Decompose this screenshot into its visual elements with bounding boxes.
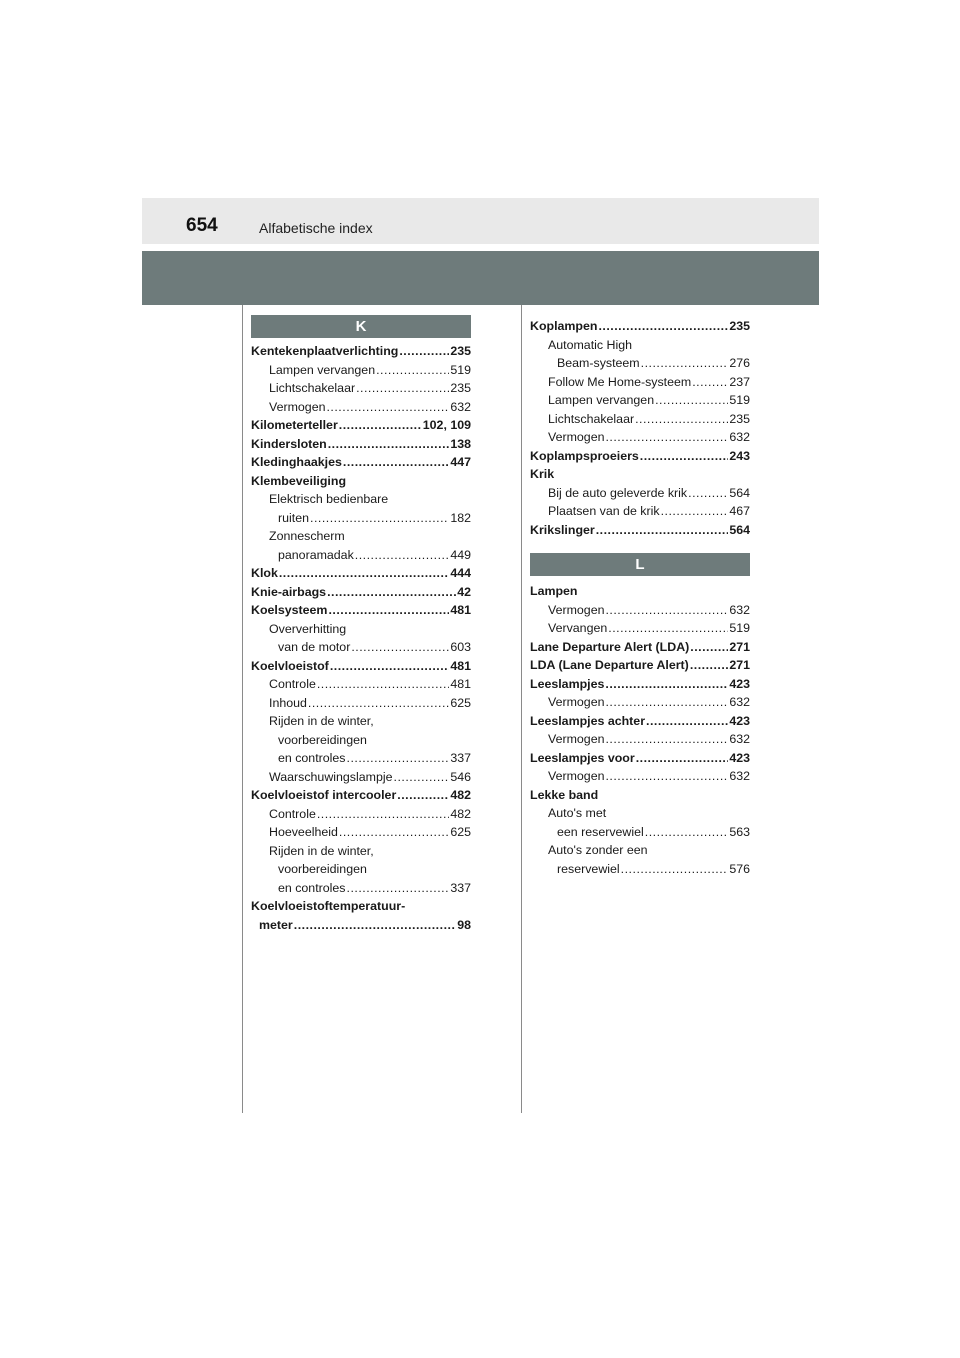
index-entry-page: 138 [450, 436, 471, 451]
dot-leader [317, 675, 449, 694]
index-entry-page: 632 [450, 399, 471, 414]
dot-leader [646, 712, 728, 731]
index-entry-label: Koelvloeistof [251, 658, 329, 673]
index-entry-page: 42 [457, 584, 471, 599]
index-entry-label: Kentekenplaatverlichting [251, 344, 399, 358]
index-entry-page: 444 [450, 566, 471, 580]
dot-leader [690, 638, 728, 657]
index-entry [530, 656, 750, 675]
index-entry-label: Hoeveelheid [269, 825, 338, 839]
index-entry-label: Vermogen [548, 602, 605, 617]
index-entry-label: Lane Departure Alert (LDA) [530, 639, 690, 654]
index-entry-page: 235 [450, 381, 471, 395]
index-entry-label: Lampen vervangen [269, 362, 376, 377]
index-entry-page: 235 [729, 319, 750, 333]
index-entry-label: Controle [269, 677, 316, 691]
section-title: Alfabetische index [259, 220, 373, 236]
index-heading: Krik [530, 467, 555, 481]
dot-leader [605, 767, 728, 786]
index-entry [530, 749, 750, 768]
index-entry-page: 182 [450, 510, 471, 525]
index-entry-label: ruiten [278, 510, 309, 525]
letter-heading-l: L [530, 553, 750, 576]
index-entry-page: 102, 109 [422, 418, 471, 432]
letter-heading-k: K [251, 315, 471, 338]
index-entry [530, 484, 750, 503]
index-entry [530, 638, 750, 657]
index-entry [530, 767, 750, 786]
index-entry-page: 519 [729, 393, 750, 407]
index-entry [530, 860, 750, 879]
index-entry-page: 467 [729, 504, 750, 518]
index-entry-label: Leeslampjes [530, 676, 605, 691]
index-entry [251, 916, 471, 935]
index-entry [530, 601, 750, 620]
index-entry-page: 632 [729, 430, 750, 444]
index-entry [530, 619, 750, 638]
index-heading: Klembeveiliging [251, 473, 347, 488]
index-entry-label: Kilometerteller [251, 418, 338, 432]
dot-leader [351, 638, 449, 657]
index-entry-page: 271 [729, 658, 750, 672]
index-entry-label: Lampen vervangen [548, 393, 655, 407]
dot-leader [339, 823, 449, 842]
dot-leader [605, 428, 728, 447]
index-entry-page: 632 [729, 732, 750, 746]
index-entry-page: 271 [729, 639, 750, 654]
index-entry [251, 583, 471, 602]
index-subline: voorbereidingen [278, 862, 367, 876]
index-subline: Rijden in de winter, [269, 843, 374, 858]
dot-leader [394, 768, 450, 787]
index-entry-label: Koelvloeistof intercooler [251, 788, 397, 802]
index-entry-label: Beam-systeem [557, 356, 640, 370]
index-entry [251, 564, 471, 583]
index-entry [251, 749, 471, 768]
index-subline: Auto's met [548, 806, 607, 820]
index-entry-label: LDA (Lane Departure Alert) [530, 658, 689, 672]
index-entry [530, 693, 750, 712]
index-entry-page: 449 [450, 547, 471, 562]
index-entry-label: Lichtschakelaar [548, 411, 635, 426]
index-entry-page: 632 [729, 695, 750, 709]
index-entry-page: 447 [450, 455, 471, 469]
index-entry [530, 502, 750, 521]
dot-leader [327, 583, 456, 602]
index-subline: Auto's zonder een [548, 843, 648, 857]
index-entry-page: 423 [729, 750, 750, 765]
index-entry [251, 768, 471, 787]
index-entry-page: 563 [729, 824, 750, 839]
dot-leader [355, 546, 450, 565]
index-entry-label: Leeslampjes voor [530, 750, 635, 765]
header-band [142, 198, 819, 244]
index-entry-page: 576 [729, 861, 750, 876]
index-entry-page: 625 [450, 695, 471, 710]
index-entry-page: 423 [729, 713, 750, 728]
dot-leader [328, 601, 449, 620]
index-subline: Oververhitting [269, 621, 347, 636]
dot-leader [328, 435, 450, 454]
index-entry-page: 98 [457, 917, 471, 932]
index-entry-label: Vermogen [269, 399, 326, 414]
dot-leader [621, 860, 729, 879]
index-subline: Elektrisch bedienbare [269, 492, 389, 506]
index-entry-label: Leeslampjes achter [530, 713, 646, 728]
index-entry-page: 423 [729, 676, 750, 691]
index-entry-label: en controles [278, 880, 346, 895]
index-entry [251, 435, 471, 454]
index-entry-page: 235 [729, 411, 750, 426]
index-entry-label: Follow Me Home-systeem [548, 374, 692, 389]
index-entry [251, 786, 471, 805]
column-divider-right [521, 305, 522, 1113]
index-entry-label: Koplampsproeiers [530, 448, 639, 463]
column-divider-left [242, 305, 243, 1113]
index-entry-label: meter [259, 917, 293, 932]
index-entry-label: Lichtschakelaar [269, 381, 356, 395]
index-entry [251, 823, 471, 842]
dot-leader [347, 879, 450, 898]
dot-leader [343, 453, 449, 472]
index-entry [530, 447, 750, 466]
index-heading: Lampen [530, 584, 578, 598]
index-entry [251, 694, 471, 713]
index-entry-page: 482 [450, 806, 471, 821]
dot-leader [636, 749, 729, 768]
index-entry-label: Koelsysteem [251, 603, 328, 617]
index-entry [251, 398, 471, 417]
dot-leader [605, 693, 728, 712]
dot-leader [294, 916, 456, 935]
index-subline: voorbereidingen [278, 732, 367, 747]
index-entry [530, 823, 750, 842]
index-entry [251, 638, 471, 657]
index-list-l [530, 582, 750, 878]
header-dark-band [142, 251, 819, 305]
dot-leader [608, 619, 728, 638]
dot-leader [688, 484, 728, 503]
dot-leader [347, 749, 450, 768]
index-entry-label: panoramadak [278, 547, 354, 562]
index-entry-label: Kindersloten [251, 436, 327, 451]
dot-leader [317, 805, 449, 824]
dot-leader [399, 342, 449, 361]
index-column-right [530, 317, 750, 878]
index-entry-label: Klok [251, 566, 278, 580]
index-entry [530, 675, 750, 694]
dot-leader [596, 521, 729, 540]
index-entry-page: 243 [729, 448, 750, 463]
dot-leader [635, 410, 728, 429]
index-entry-page: 603 [450, 640, 471, 654]
dot-leader [330, 657, 450, 676]
index-entry [530, 730, 750, 749]
index-entry-label: reservewiel [557, 861, 620, 876]
index-entry [251, 805, 471, 824]
index-entry [530, 410, 750, 429]
index-entry-label: Vermogen [548, 430, 605, 444]
index-entry [251, 453, 471, 472]
index-entry-page: 337 [450, 751, 471, 765]
index-entry-page: 237 [729, 374, 750, 389]
index-entry-page: 625 [450, 825, 471, 839]
index-entry [251, 509, 471, 528]
index-entry-page: 481 [450, 658, 471, 673]
dot-leader [641, 354, 729, 373]
index-entry [251, 601, 471, 620]
index-entry [530, 521, 750, 540]
index-entry [251, 361, 471, 380]
dot-leader [308, 694, 449, 713]
dot-leader [598, 317, 728, 336]
index-entry [530, 317, 750, 336]
index-entry-label: een reservewiel [557, 824, 644, 839]
index-entry [251, 342, 471, 361]
index-entry [530, 391, 750, 410]
dot-leader [640, 447, 729, 466]
index-entry-page: 481 [450, 677, 471, 691]
index-entry-label: Bij de auto geleverde krik [548, 485, 688, 500]
index-entry [530, 428, 750, 447]
index-entry [251, 379, 471, 398]
index-entry-label: Koplampen [530, 319, 598, 333]
dot-leader [645, 823, 729, 842]
index-entry-label: Plaatsen van de krik [548, 504, 660, 518]
dot-leader [339, 416, 422, 435]
index-entry-page: 519 [450, 362, 471, 377]
dot-leader [397, 786, 449, 805]
index-heading: Lekke band [530, 787, 599, 802]
index-entry [251, 657, 471, 676]
index-entry-page: 235 [450, 344, 471, 358]
index-list-k [251, 342, 471, 934]
index-entry-label: en controles [278, 751, 346, 765]
index-entry-label: Vermogen [548, 695, 605, 709]
index-entry-label: Waarschuwingslampje [269, 769, 393, 784]
index-entry [251, 416, 471, 435]
index-entry-label: Vermogen [548, 732, 605, 746]
dot-leader [326, 398, 449, 417]
index-entry-page: 564 [729, 522, 750, 537]
index-entry-page: 482 [450, 788, 471, 802]
dot-leader [605, 675, 728, 694]
index-entry-page: 546 [450, 769, 471, 784]
index-subline: Automatic High [548, 337, 633, 352]
index-entry-page: 337 [450, 880, 471, 895]
index-entry [251, 675, 471, 694]
index-entry [251, 546, 471, 565]
index-entry-page: 519 [729, 621, 750, 635]
index-heading: Koelvloeistoftemperatuur- [251, 899, 406, 913]
dot-leader [655, 391, 728, 410]
dot-leader [661, 502, 729, 521]
dot-leader [376, 361, 449, 380]
index-entry-label: Vermogen [548, 769, 605, 783]
index-subline: Zonnescherm [269, 529, 345, 543]
index-entry-label: Knie-airbags [251, 584, 327, 599]
index-entry-label: Inhoud [269, 695, 307, 710]
dot-leader [356, 379, 449, 398]
dot-leader [692, 373, 728, 392]
index-entry-page: 632 [729, 769, 750, 783]
dot-leader [279, 564, 449, 583]
index-subline: Rijden in de winter, [269, 714, 374, 728]
index-entry-page: 564 [729, 485, 750, 500]
index-entry [530, 373, 750, 392]
page-number: 654 [186, 215, 218, 236]
index-entry [530, 354, 750, 373]
index-entry-page: 276 [729, 356, 750, 370]
index-entry-label: Vervangen [548, 621, 608, 635]
dot-leader [605, 730, 728, 749]
dot-leader [310, 509, 449, 528]
index-entry-page: 481 [450, 603, 471, 617]
index-entry-label: Controle [269, 806, 316, 821]
index-column-left [251, 315, 471, 934]
index-list-k-continued [530, 317, 750, 539]
index-entry-page: 632 [729, 602, 750, 617]
index-entry-label: Kledinghaakjes [251, 455, 342, 469]
index-entry-label: van de motor [278, 640, 351, 654]
dot-leader [690, 656, 729, 675]
index-entry-label: Krikslinger [530, 522, 595, 537]
index-entry [251, 879, 471, 898]
index-entry [530, 712, 750, 731]
dot-leader [605, 601, 728, 620]
